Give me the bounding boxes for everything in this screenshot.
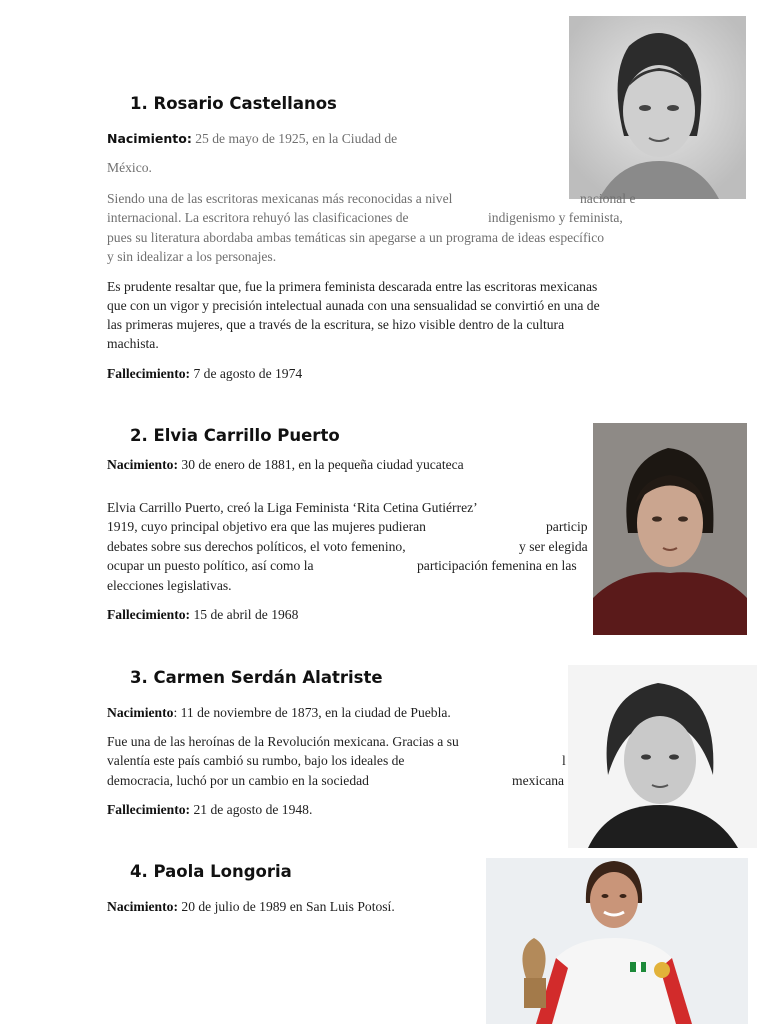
bio-line-fragment: l: [562, 753, 566, 768]
birth-label: Nacimiento: [107, 705, 174, 720]
bio-line-fragment: indigenismo y feminista,: [488, 210, 623, 225]
bio-line: debates sobre sus derechos políticos, el voto femenino,: [107, 539, 406, 554]
birth-text: 30 de enero de 1881, en la pequeña ciudad yucateca: [181, 457, 464, 472]
bio-line-fragment: participación femenina en las: [417, 558, 577, 573]
bio-line-fragment: particip: [546, 519, 588, 534]
bio-line: y sin idealizar a los personajes.: [107, 249, 277, 264]
portrait-rosario-castellanos: [569, 16, 746, 199]
heading-paola-longoria: 4. Paola Longoria: [130, 862, 292, 881]
death-line: [107, 605, 298, 625]
death-text: 15 de abril de 1968: [193, 607, 299, 622]
birth-label: Nacimiento:: [107, 457, 178, 472]
bio-line-fragment: y ser elegida: [519, 539, 588, 554]
death-label: Fallecimiento:: [107, 802, 191, 817]
heading-rosario-castellanos: 1. Rosario Castellanos: [130, 94, 337, 113]
bio-line: las primeras mujeres, que a través de la escritura, se hizo visible dentro de la cultura: [107, 317, 565, 332]
death-line: [107, 800, 312, 820]
bio-line: ocupar un puesto político, así como la: [107, 558, 314, 573]
birth-text: : 11 de noviembre de 1873, en la ciudad de Puebla.: [173, 705, 451, 720]
death-line: [107, 364, 302, 384]
birth-text-continued: México.: [107, 160, 152, 175]
bio-line: pues su literatura abordaba ambas temáticas sin apegarse a un programa de ideas específico: [107, 230, 605, 245]
bio-line: que con un vigor y precisión intelectual aunada con una sensualidad se convirtió en una de: [107, 298, 600, 313]
heading-carmen-serdan: 3. Carmen Serdán Alatriste: [130, 668, 383, 687]
death-text: 21 de agosto de 1948.: [193, 802, 313, 817]
portrait-elvia-carrillo-puerto: [593, 423, 747, 635]
heading-elvia-carrillo-puerto: 2. Elvia Carrillo Puerto: [130, 426, 340, 445]
bio-line-fragment: mexicana: [512, 773, 565, 788]
birth-label: Nacimiento:: [107, 899, 178, 914]
photo-paola-longoria: [486, 858, 748, 1024]
birth-label: Nacimiento:: [107, 131, 192, 146]
birth-line: [107, 703, 451, 723]
bio-line: internacional. La escritora rehuyó las clasificaciones de: [107, 210, 409, 225]
bio-line: Fue una de las heroínas de la Revolución mexicana. Gracias a su: [107, 734, 459, 749]
bio-line: democracia, luchó por un cambio en la sociedad: [107, 773, 369, 788]
bio-line: elecciones legislativas.: [107, 578, 232, 593]
bio-line: Elvia Carrillo Puerto, creó la Liga Feminista ‘Rita Cetina Gutiérrez’: [107, 500, 478, 515]
birth-line: [107, 897, 395, 917]
birth-text: 20 de julio de 1989 en San Luis Potosí.: [181, 899, 395, 914]
birth-text: 25 de mayo de 1925, en la Ciudad de: [195, 131, 398, 146]
death-text: 7 de agosto de 1974: [193, 366, 303, 381]
bio-line: Siendo una de las escritoras mexicanas más reconocidas a nivel: [107, 191, 453, 206]
portrait-carmen-serdan: [568, 665, 757, 848]
bio-line: machista.: [107, 336, 159, 351]
bio-line: valentía este país cambió su rumbo, bajo los ideales de: [107, 753, 405, 768]
bio-line: 1919, cuyo principal objetivo era que las mujeres pudieran: [107, 519, 426, 534]
bio-line-fragment: nacional e: [580, 191, 636, 206]
birth-line: [107, 455, 464, 475]
bio-line: Es prudente resaltar que, fue la primera feminista descarada entre las escritoras mexicanas: [107, 279, 598, 294]
death-label: Fallecimiento:: [107, 607, 191, 622]
death-label: Fallecimiento:: [107, 366, 191, 381]
birth-line: [107, 129, 397, 149]
